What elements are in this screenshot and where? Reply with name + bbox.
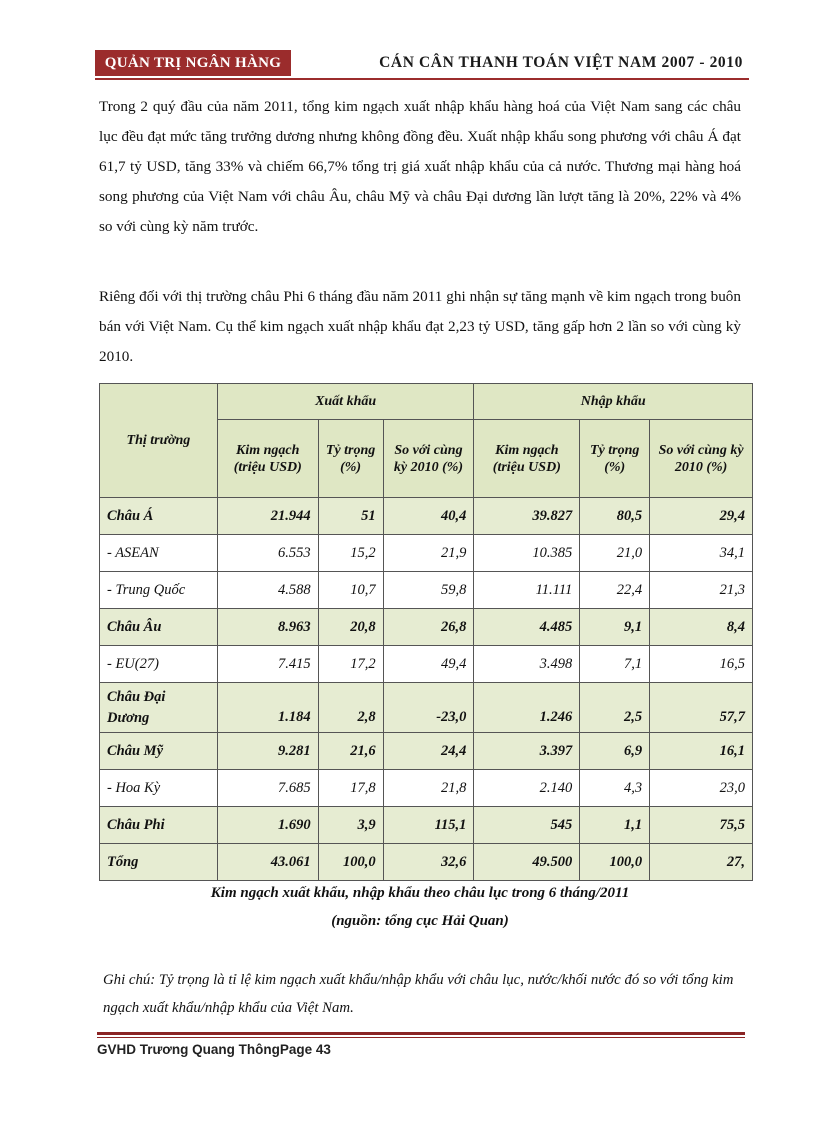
import-header: Nhập khẩu xyxy=(474,384,753,420)
value-cell: 3.498 xyxy=(474,646,580,683)
value-cell: 20,8 xyxy=(318,609,383,646)
value-cell: 9.281 xyxy=(217,733,318,770)
market-cell: - Hoa Kỳ xyxy=(100,770,218,807)
table-row xyxy=(100,733,753,770)
value-cell: 75,5 xyxy=(650,807,753,844)
value-cell: 3,9 xyxy=(318,807,383,844)
value-cell: 4.485 xyxy=(474,609,580,646)
value-cell: 10,7 xyxy=(318,572,383,609)
document-title: CÁN CÂN THANH TOÁN VIỆT NAM 2007 - 2010 xyxy=(379,54,743,71)
value-cell: 29,4 xyxy=(650,498,753,535)
value-cell: 1.184 xyxy=(217,683,318,733)
value-cell: 17,8 xyxy=(318,770,383,807)
sub-header: Tỷ trọng (%) xyxy=(580,420,650,498)
value-cell: 1,1 xyxy=(580,807,650,844)
value-cell: 57,7 xyxy=(650,683,753,733)
market-cell: - Trung Quốc xyxy=(100,572,218,609)
value-cell: 49.500 xyxy=(474,844,580,881)
table-row xyxy=(100,807,753,844)
value-cell: 24,4 xyxy=(383,733,474,770)
value-cell: 39.827 xyxy=(474,498,580,535)
footer-rule-thin xyxy=(97,1037,745,1038)
value-cell: 40,4 xyxy=(383,498,474,535)
table-caption: Kim ngạch xuất khẩu, nhập khẩu theo châu lục trong 6 tháng/2011 xyxy=(210,885,630,901)
value-cell: 22,4 xyxy=(580,572,650,609)
market-header: Thị trường xyxy=(100,384,218,498)
value-cell: 21,6 xyxy=(318,733,383,770)
value-cell: 545 xyxy=(474,807,580,844)
value-cell: 43.061 xyxy=(217,844,318,881)
value-cell: 8.963 xyxy=(217,609,318,646)
table-row xyxy=(100,844,753,881)
page-footer: GVHD Trương Quang ThôngPage 43 xyxy=(97,1042,331,1057)
value-cell: 10.385 xyxy=(474,535,580,572)
note-text: Ghi chú: Tỷ trọng là tỉ lệ kim ngạch xuất khẩu/nhập khẩu với châu lục, nước/khối nước đó so với tổng kim ngạch xuất khẩu/nhập khẩu của Việt Nam. xyxy=(103,972,734,1016)
value-cell: 21,0 xyxy=(580,535,650,572)
value-cell: 4.588 xyxy=(217,572,318,609)
paragraph-2: Riêng đối với thị trường châu Phi 6 tháng đầu năm 2011 ghi nhận sự tăng mạnh về kim ngạch trong buôn bán với Việt Nam. Cụ thể kim ngạch xuất nhập khẩu đạt 2,23 tỷ USD, tăng gấp hơn 2 lần so với cùng kỳ 2010. xyxy=(99,288,741,365)
market-cell: Châu Phi xyxy=(100,807,218,844)
value-cell: 100,0 xyxy=(318,844,383,881)
value-cell: 23,0 xyxy=(650,770,753,807)
table-source: (nguồn: tổng cục Hải Quan) xyxy=(331,913,509,929)
value-cell: 2,8 xyxy=(318,683,383,733)
market-cell: Châu Đại Dương xyxy=(100,683,218,733)
value-cell: 4,3 xyxy=(580,770,650,807)
export-header: Xuất khẩu xyxy=(217,384,474,420)
value-cell: 51 xyxy=(318,498,383,535)
table-row xyxy=(100,535,753,572)
value-cell: 2,5 xyxy=(580,683,650,733)
trade-table xyxy=(99,383,753,881)
header-rule xyxy=(95,78,749,80)
value-cell: 26,8 xyxy=(383,609,474,646)
section-tag: QUẢN TRỊ NGÂN HÀNG xyxy=(95,50,291,76)
value-cell: 80,5 xyxy=(580,498,650,535)
market-cell: Châu Á xyxy=(100,498,218,535)
sub-header: Tỷ trọng (%) xyxy=(318,420,383,498)
sub-header: So với cùng kỳ 2010 (%) xyxy=(383,420,474,498)
sub-header: Kim ngạch (triệu USD) xyxy=(474,420,580,498)
table-row xyxy=(100,683,753,733)
paragraph-1: Trong 2 quý đầu của năm 2011, tổng kim ngạch xuất nhập khẩu hàng hoá của Việt Nam sang các châu lục đều đạt mức tăng trưởng dương nhưng không đồng đều. Xuất nhập khẩu song phương với châu Á đạt 61,7 tỷ USD, tăng 33% và chiếm 66,7% tổng trị giá xuất nhập khẩu của cả nước. Thương mại hàng hoá song phương của Việt Nam với châu Âu, châu Mỹ và châu Đại dương lần lượt tăng là 20%, 22% và 4% so với cùng kỳ năm trước. xyxy=(99,98,741,235)
market-cell: Châu Mỹ xyxy=(100,733,218,770)
market-cell: Châu Âu xyxy=(100,609,218,646)
table-row xyxy=(100,646,753,683)
value-cell: 7.415 xyxy=(217,646,318,683)
value-cell: 16,1 xyxy=(650,733,753,770)
value-cell: 11.111 xyxy=(474,572,580,609)
value-cell: 115,1 xyxy=(383,807,474,844)
table-row xyxy=(100,609,753,646)
value-cell: 6.553 xyxy=(217,535,318,572)
sub-header: So với cùng kỳ 2010 (%) xyxy=(650,420,753,498)
value-cell: 34,1 xyxy=(650,535,753,572)
value-cell: 21.944 xyxy=(217,498,318,535)
page-header xyxy=(95,46,749,80)
table-row xyxy=(100,770,753,807)
value-cell: 21,9 xyxy=(383,535,474,572)
value-cell: 21,3 xyxy=(650,572,753,609)
value-cell: 16,5 xyxy=(650,646,753,683)
value-cell: 2.140 xyxy=(474,770,580,807)
value-cell: 100,0 xyxy=(580,844,650,881)
value-cell: 27, xyxy=(650,844,753,881)
value-cell: 15,2 xyxy=(318,535,383,572)
value-cell: 32,6 xyxy=(383,844,474,881)
value-cell: 1.246 xyxy=(474,683,580,733)
value-cell: 3.397 xyxy=(474,733,580,770)
value-cell: 49,4 xyxy=(383,646,474,683)
value-cell: -23,0 xyxy=(383,683,474,733)
value-cell: 1.690 xyxy=(217,807,318,844)
value-cell: 6,9 xyxy=(580,733,650,770)
value-cell: 8,4 xyxy=(650,609,753,646)
market-cell: - ASEAN xyxy=(100,535,218,572)
table-row xyxy=(100,572,753,609)
value-cell: 9,1 xyxy=(580,609,650,646)
value-cell: 17,2 xyxy=(318,646,383,683)
market-cell: Tổng xyxy=(100,844,218,881)
market-cell: - EU(27) xyxy=(100,646,218,683)
value-cell: 7,1 xyxy=(580,646,650,683)
sub-header: Kim ngạch (triệu USD) xyxy=(217,420,318,498)
value-cell: 59,8 xyxy=(383,572,474,609)
footer-rule xyxy=(97,1032,745,1035)
table-row xyxy=(100,498,753,535)
value-cell: 21,8 xyxy=(383,770,474,807)
value-cell: 7.685 xyxy=(217,770,318,807)
